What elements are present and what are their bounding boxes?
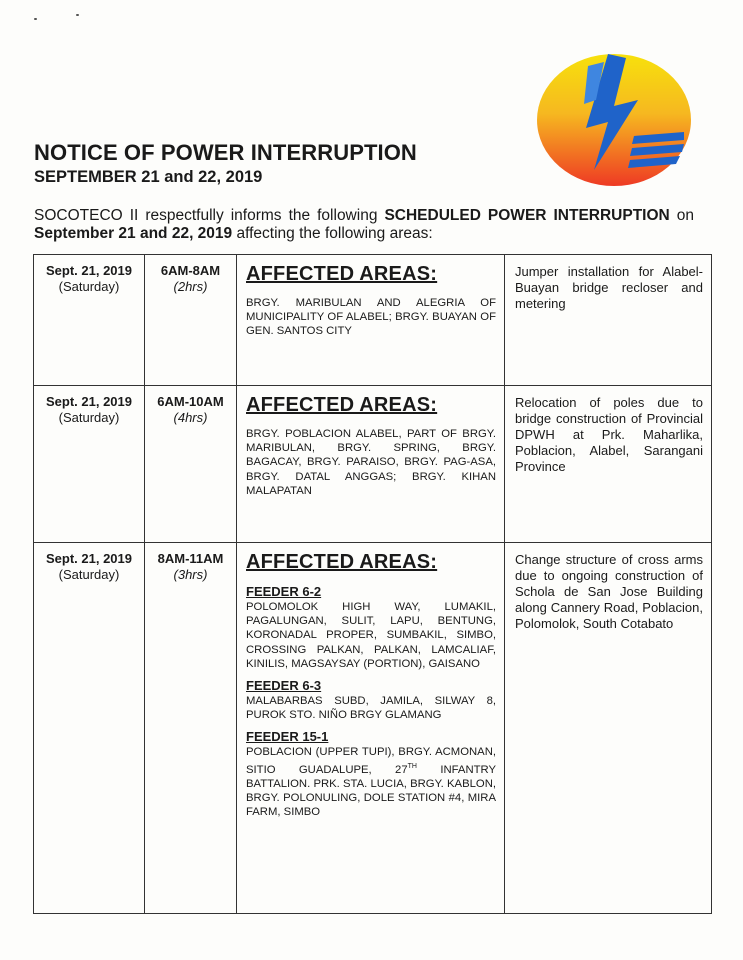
- time-cell: [145, 255, 237, 386]
- intro-paragraph: [34, 207, 694, 243]
- duration-text: (2hrs): [173, 279, 208, 294]
- reason-cell: [505, 543, 712, 914]
- ordinal-suffix: TH: [407, 762, 417, 770]
- affected-areas-text: BRGY. MARIBULAN AND ALEGRIA OF MUNICIPALITY OF ALABEL; BRGY. BUAYAN OF GEN. SANTOS CITY: [246, 297, 496, 338]
- reason-text: Jumper installation for Alabel-Buayan bridge recloser and metering: [515, 264, 703, 311]
- scan-specks: [30, 14, 90, 24]
- affected-areas-cell: [237, 386, 505, 543]
- feeder-areas-part: INFANTRY BATTALION. PRK. STA. LUCIA, BRGY. KABLON, BRGY. POLONULING, DOLE STATION #4, MIRA FARM, SIMBO: [246, 763, 496, 818]
- affected-areas-cell: [237, 255, 505, 386]
- day-text: (Saturday): [58, 279, 120, 294]
- reason-cell: [505, 386, 712, 543]
- reason-text: Relocation of poles due to bridge construction of Provincial DPWH at Prk. Maharlika, Poblacion, Alabel, Sarangani Province: [515, 395, 703, 474]
- feeder-block: [246, 678, 496, 722]
- time-text: 6AM-10AM: [157, 394, 224, 409]
- date-cell: [34, 386, 145, 543]
- reason-text: Change structure of cross arms due to ongoing construction of Schola de San Jose Building along Cannery Road, Poblacion, Polomolok, South Cotabato: [515, 552, 703, 631]
- feeder-name: FEEDER 15-1: [246, 729, 329, 745]
- intro-text: affecting the following areas:: [232, 225, 433, 242]
- affected-areas-heading: AFFECTED AREAS:: [246, 263, 438, 285]
- date-text: Sept. 21, 2019: [46, 394, 132, 409]
- time-text: 8AM-11AM: [157, 551, 224, 566]
- page-subtitle: SEPTEMBER 21 and 22, 2019: [34, 168, 263, 186]
- feeder-name: FEEDER 6-2: [246, 584, 322, 599]
- intro-bold: SCHEDULED POWER INTERRUPTION: [384, 207, 670, 224]
- intro-text: on: [669, 207, 694, 224]
- feeder-areas-text: POLOMOLOK HIGH WAY, LUMAKIL, PAGALUNGAN, SULIT, LAPU, BENTUNG, KORONADAL PROPER, SUMBAKIL, SIMBO, CROSSING PALKAN, PALKAN, LAMCALIAF, KINILIS, MAGSAYSAY (PORTION), GAISANO: [246, 601, 496, 670]
- duration-text: (4hrs): [173, 410, 208, 425]
- affected-areas-heading: AFFECTED AREAS:: [246, 551, 438, 573]
- feeder-areas-text: MALABARBAS SUBD, JAMILA, SILWAY 8, PUROK STO. NIÑO BRGY GLAMANG: [246, 695, 496, 722]
- reason-cell: [505, 255, 712, 386]
- affected-areas-heading: AFFECTED AREAS:: [246, 394, 438, 416]
- feeder-block: [246, 729, 496, 819]
- day-text: (Saturday): [58, 410, 120, 425]
- date-text: Sept. 21, 2019: [46, 263, 132, 278]
- date-cell: [34, 543, 145, 914]
- date-cell: [34, 255, 145, 386]
- table-row: [34, 543, 712, 914]
- schedule-table: [33, 254, 712, 914]
- affected-areas-text: BRGY. POBLACION ALABEL, PART OF BRGY. MARIBULAN, BRGY. SPRING, BRGY. BAGACAY, BRGY. PARAISO, BRGY. PAG-ASA, BRGY. DATAL ANGGAS; BRGY. KIHAN MALAPATAN: [246, 428, 496, 497]
- time-text: 6AM-8AM: [160, 263, 221, 278]
- affected-areas-cell: [237, 543, 505, 914]
- duration-text: (3hrs): [173, 567, 208, 582]
- lightning-bolt-logo-icon: [534, 48, 694, 188]
- feeder-areas-text: [246, 745, 496, 819]
- feeder-areas-part: POBLACION (UPPER TUPI), BRGY. ACMONAN, SITIO GUADALUPE, 27: [246, 746, 496, 776]
- table-row: [34, 255, 712, 386]
- page-title: NOTICE OF POWER INTERRUPTION: [34, 140, 417, 165]
- table-row: [34, 386, 712, 543]
- intro-text: SOCOTECO II respectfully informs the following: [34, 207, 385, 224]
- day-text: (Saturday): [58, 567, 120, 582]
- intro-bold: September 21 and 22, 2019: [34, 225, 233, 242]
- time-cell: [145, 386, 237, 543]
- feeder-name: FEEDER 6-3: [246, 678, 322, 694]
- time-cell: [145, 543, 237, 914]
- feeder-block: [246, 584, 496, 671]
- date-text: Sept. 21, 2019: [46, 551, 132, 566]
